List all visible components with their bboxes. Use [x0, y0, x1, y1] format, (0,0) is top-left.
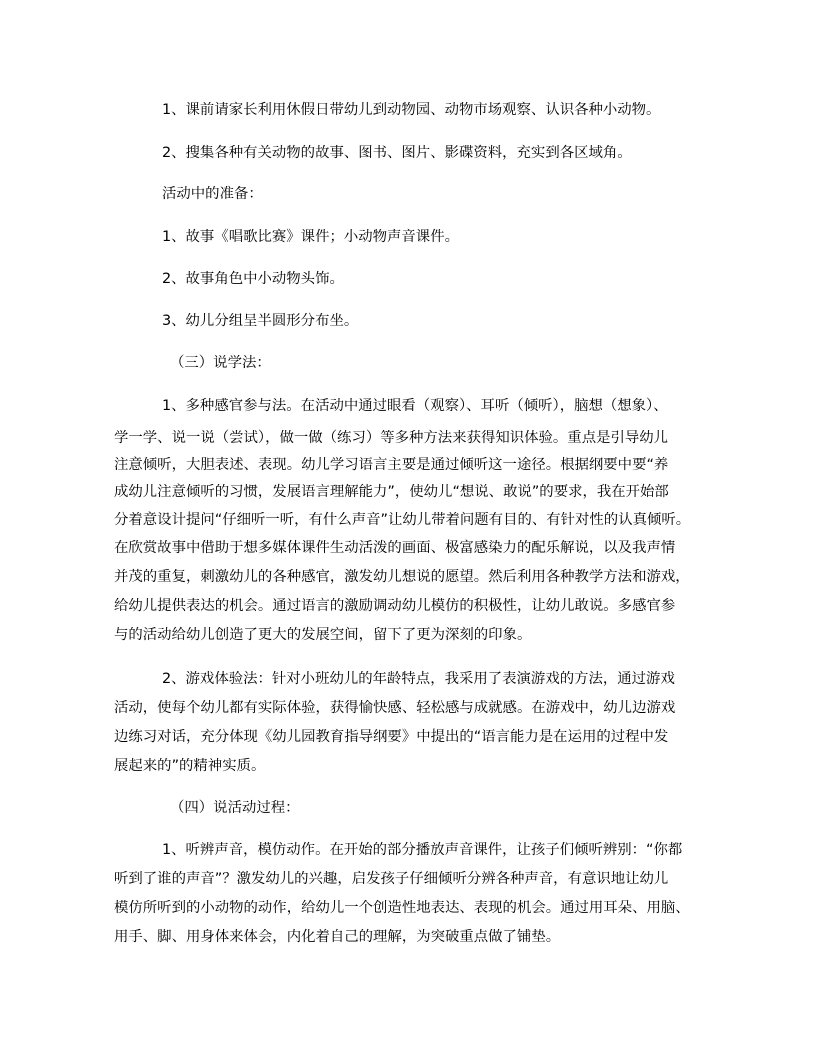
preparation-item-1: 1、课前请家长利用休假日带幼儿到动物园、动物市场观察、认识各种小动物。 [162, 102, 661, 118]
section4-heading: （四）说活动过程： [170, 800, 300, 816]
during-heading: 活动中的准备： [162, 186, 263, 202]
process1-line-4: 用手、脚、用身体来体会，内化着自己的理解，为突破重点做了铺垫。 [114, 929, 561, 945]
method2-line-1: 2、游戏体验法：针对小班幼儿的年龄特点，我采用了表演游戏的方法，通过游戏 [162, 671, 675, 687]
method1-line-8: 给幼儿提供表达的机会。通过语言的激励调动幼儿模仿的积极性，让幼儿敢说。多感官参 [114, 598, 676, 614]
during-item-2: 2、故事角色中小动物头饰。 [162, 271, 344, 287]
during-item-3: 3、幼儿分组呈半圆形分布坐。 [162, 313, 359, 329]
method1-line-2: 学一学、说一说（尝试），做一做（练习）等多种方法来获得知识体验。重点是引导幼儿 [114, 430, 669, 446]
method1-line-6: 在欣赏故事中借助于想多媒体课件生动活泼的画面、极富感染力的配乐解说，以及我声情 [114, 540, 676, 556]
method1-line-7: 并茂的重复，刺激幼儿的各种感官，激发幼儿想说的愿望。然后利用各种教学方法和游戏， [114, 569, 690, 585]
method1-line-3: 注意倾听，大胆表述、表现。幼儿学习语言主要是通过倾听这一途径。根据纲要中要“养 [114, 457, 669, 473]
preparation-item-2: 2、搜集各种有关动物的故事、图书、图片、影碟资料，充实到各区域角。 [162, 145, 632, 161]
process1-line-3: 模仿所听到的小动物的动作，给幼儿一个创造性地表达、表现的机会。通过用耳朵、用脑、 [114, 900, 690, 916]
process1-line-2: 听到了谁的声音”？激发幼儿的兴趣，启发孩子仔细倾听分辨各种声音，有意识地让幼儿 [114, 871, 669, 887]
method1-line-4: 成幼儿注意倾听的习惯，发展语言理解能力”，使幼儿“想说、敢说”的要求，我在开始部 [114, 484, 669, 500]
method1-line-9: 与的活动给幼儿创造了更大的发展空间，留下了更为深刻的印象。 [114, 627, 532, 643]
process1-line-1: 1、听辨声音，模仿动作。在开始的部分播放声音课件，让孩子们倾听辨别：“你都 [162, 842, 683, 858]
method2-line-2: 活动，使每个幼儿都有实际体验，获得愉快感、轻松感与成就感。在游戏中，幼儿边游戏 [114, 700, 676, 716]
method1-line-5: 分着意设计提问“仔细听一听，有什么声音”让幼儿带着问题有目的、有针对性的认真倾听。 [114, 512, 691, 528]
method1-line-1: 1、多种感官参与法。在活动中通过眼看（观察）、耳听（倾听），脑想（想象）、 [162, 398, 668, 414]
during-item-1: 1、故事《唱歌比赛》课件；小动物声音课件。 [162, 229, 459, 245]
method2-line-4: 展起来的”的精神实质。 [114, 758, 266, 774]
section3-heading: （三）说学法： [170, 355, 271, 371]
method2-line-3: 边练习对话，充分体现《幼儿园教育指导纲要》中提出的“语言能力是在运用的过程中发 [114, 729, 669, 745]
